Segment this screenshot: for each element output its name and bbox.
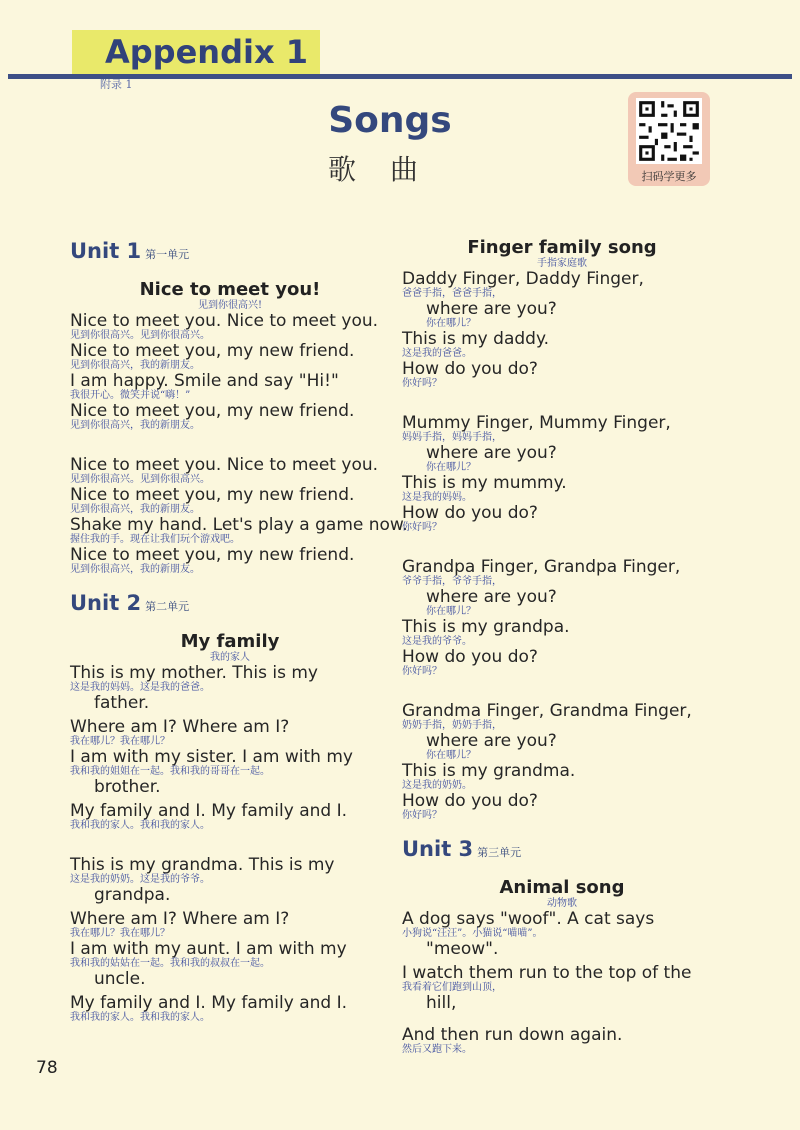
lyric-gloss: 你好吗？ [402,810,442,821]
lyric-line: Where am I? Where am I? [70,909,290,929]
song-title-cn: 手指家庭歌 [537,258,587,269]
lyric-gloss: 妈妈手指，妈妈手指， [402,432,502,443]
lyric-gloss: 见到你很高兴。见到你很高兴。 [70,330,210,341]
lyric-line: How do you do? [402,791,538,811]
lyric-line: Grandpa Finger, Grandpa Finger, [402,557,681,577]
lyric-gloss: 见到你很高兴，我的新朋友。 [70,360,200,371]
right-column [402,238,722,1056]
lyric-gloss: 奶奶手指，奶奶手指， [402,720,502,731]
lyric-continuation: grandpa. [94,885,171,905]
lyric-line: where are you? [426,443,557,463]
lyric-line: Grandma Finger, Grandma Finger, [402,701,692,721]
unit-label: Unit 3 [402,837,474,861]
lyric-gloss: 我很开心。微笑并说“嗨！” [70,390,191,401]
appendix-cn-label: 附录 1 [100,78,133,91]
lyric-gloss: 你在哪儿？ [426,606,476,617]
lyric-gloss: 我和我的家人。我和我的家人。 [70,1012,210,1023]
lyric-line: Shake my hand. Let's play a game now. [70,515,408,535]
unit-label: Unit 2 [70,591,142,615]
lyric-gloss: 这是我的妈妈。 [402,492,472,503]
qr-code-icon[interactable] [636,98,702,164]
lyric-line: This is my mother. This is my [70,663,318,683]
left-column [70,238,408,1024]
song-title-cn: 我的家人 [210,652,250,663]
lyric-gloss: 这是我的妈妈。这是我的爸爸。 [70,682,210,693]
song-title-cn: 动物歌 [547,898,577,909]
lyric-line: I watch them run to the top of the [402,963,692,983]
lyric-line: My family and I. My family and I. [70,801,348,821]
unit-label: Unit 1 [70,239,142,263]
song-title-cn: 见到你很高兴! [197,300,263,311]
lyric-line: where are you? [426,299,557,319]
lyric-gloss: 你好吗？ [402,522,442,533]
song-title: My family [180,631,280,652]
lyric-line: I am happy. Smile and say "Hi!" [70,371,339,391]
lyric-line: I am with my aunt. I am with my [70,939,347,959]
lyric-gloss: 我和我的家人。我和我的家人。 [70,820,210,831]
lyric-line: Nice to meet you, my new friend. [70,545,355,565]
lyric-line: Where am I? Where am I? [70,717,290,737]
page-title-cn: 歌曲 [327,153,452,186]
lyric-line: This is my grandma. [402,761,576,781]
lyric-gloss: 见到你很高兴，我的新朋友。 [70,504,200,515]
lyric-gloss: 我看着它们跑到山顶， [402,982,502,993]
lyric-gloss: 握住我的手。现在让我们玩个游戏吧。 [70,534,240,545]
lyric-gloss: 你在哪儿？ [426,462,476,473]
song-title: Finger family song [467,237,657,258]
lyric-line: I am with my sister. I am with my [70,747,353,767]
lyric-gloss: 爸爸手指，爸爸手指， [402,288,502,299]
lyric-gloss: 然后又跑下来。 [402,1044,472,1055]
page-title: Songs [328,100,452,141]
lyric-gloss: 我和我的姐姐在一起。我和我的哥哥在一起。 [70,766,270,777]
lyric-line: Mummy Finger, Mummy Finger, [402,413,671,433]
lyric-line: Nice to meet you, my new friend. [70,485,355,505]
lyric-line: This is my grandma. This is my [70,855,335,875]
lyric-line: Nice to meet you, my new friend. [70,401,355,421]
unit-label-cn: 第一单元 [145,248,190,261]
lyric-line: A dog says "woof". A cat says [402,909,655,929]
appendix-title: Appendix 1 [105,33,308,71]
lyric-line: where are you? [426,731,557,751]
lyric-continuation: uncle. [94,969,146,989]
lyric-gloss: 这是我的爸爸。 [402,348,472,359]
lyric-line: Nice to meet you, my new friend. [70,341,355,361]
lyric-continuation: hill, [426,993,457,1013]
lyric-line: How do you do? [402,647,538,667]
lyric-gloss: 这是我的爷爷。 [402,636,472,647]
lyric-gloss: 见到你很高兴，我的新朋友。 [70,564,200,575]
lyric-gloss: 见到你很高兴。见到你很高兴。 [70,474,210,485]
lyric-gloss: 这是我的奶奶。这是我的爷爷。 [70,874,210,885]
lyric-line: This is my mummy. [402,473,567,493]
unit-label-cn: 第二单元 [145,600,190,613]
unit-heading [70,238,390,268]
lyric-gloss: 见到你很高兴，我的新朋友。 [70,420,200,431]
lyric-gloss: 我和我的姑姑在一起。我和我的叔叔在一起。 [70,958,270,969]
lyric-gloss: 爷爷手指，爷爷手指， [402,576,502,587]
lyric-line: My family and I. My family and I. [70,993,348,1013]
unit-label-cn: 第三单元 [477,846,522,859]
lyric-line: Nice to meet you. Nice to meet you. [70,455,379,475]
lyric-line: This is my daddy. [402,329,549,349]
lyric-continuation: "meow". [426,939,499,959]
lyric-line: And then run down again. [402,1025,623,1045]
qr-caption: 扫码学更多 [641,170,697,183]
lyric-gloss: 你在哪儿？ [426,750,476,761]
lyric-gloss: 你好吗？ [402,666,442,677]
lyric-gloss: 小狗说“汪汪”。小猫说“喵喵”。 [402,928,543,939]
lyric-gloss: 你好吗？ [402,378,442,389]
unit-heading [70,590,390,620]
lyric-continuation: father. [94,693,150,713]
song-title: Nice to meet you! [139,279,321,300]
lyric-line: How do you do? [402,503,538,523]
unit-heading [402,836,722,866]
lyric-gloss: 这是我的奶奶。 [402,780,472,791]
lyric-gloss: 你在哪儿？ [426,318,476,329]
lyric-line: Nice to meet you. Nice to meet you. [70,311,379,331]
lyric-line: This is my grandpa. [402,617,570,637]
lyric-line: where are you? [426,587,557,607]
page-number: 78 [36,1058,58,1078]
song-title: Animal song [499,877,625,898]
lyric-line: How do you do? [402,359,538,379]
lyric-gloss: 我在哪儿？我在哪儿？ [70,736,170,747]
lyric-line: Daddy Finger, Daddy Finger, [402,269,644,289]
lyric-continuation: brother. [94,777,161,797]
lyric-gloss: 我在哪儿？我在哪儿？ [70,928,170,939]
